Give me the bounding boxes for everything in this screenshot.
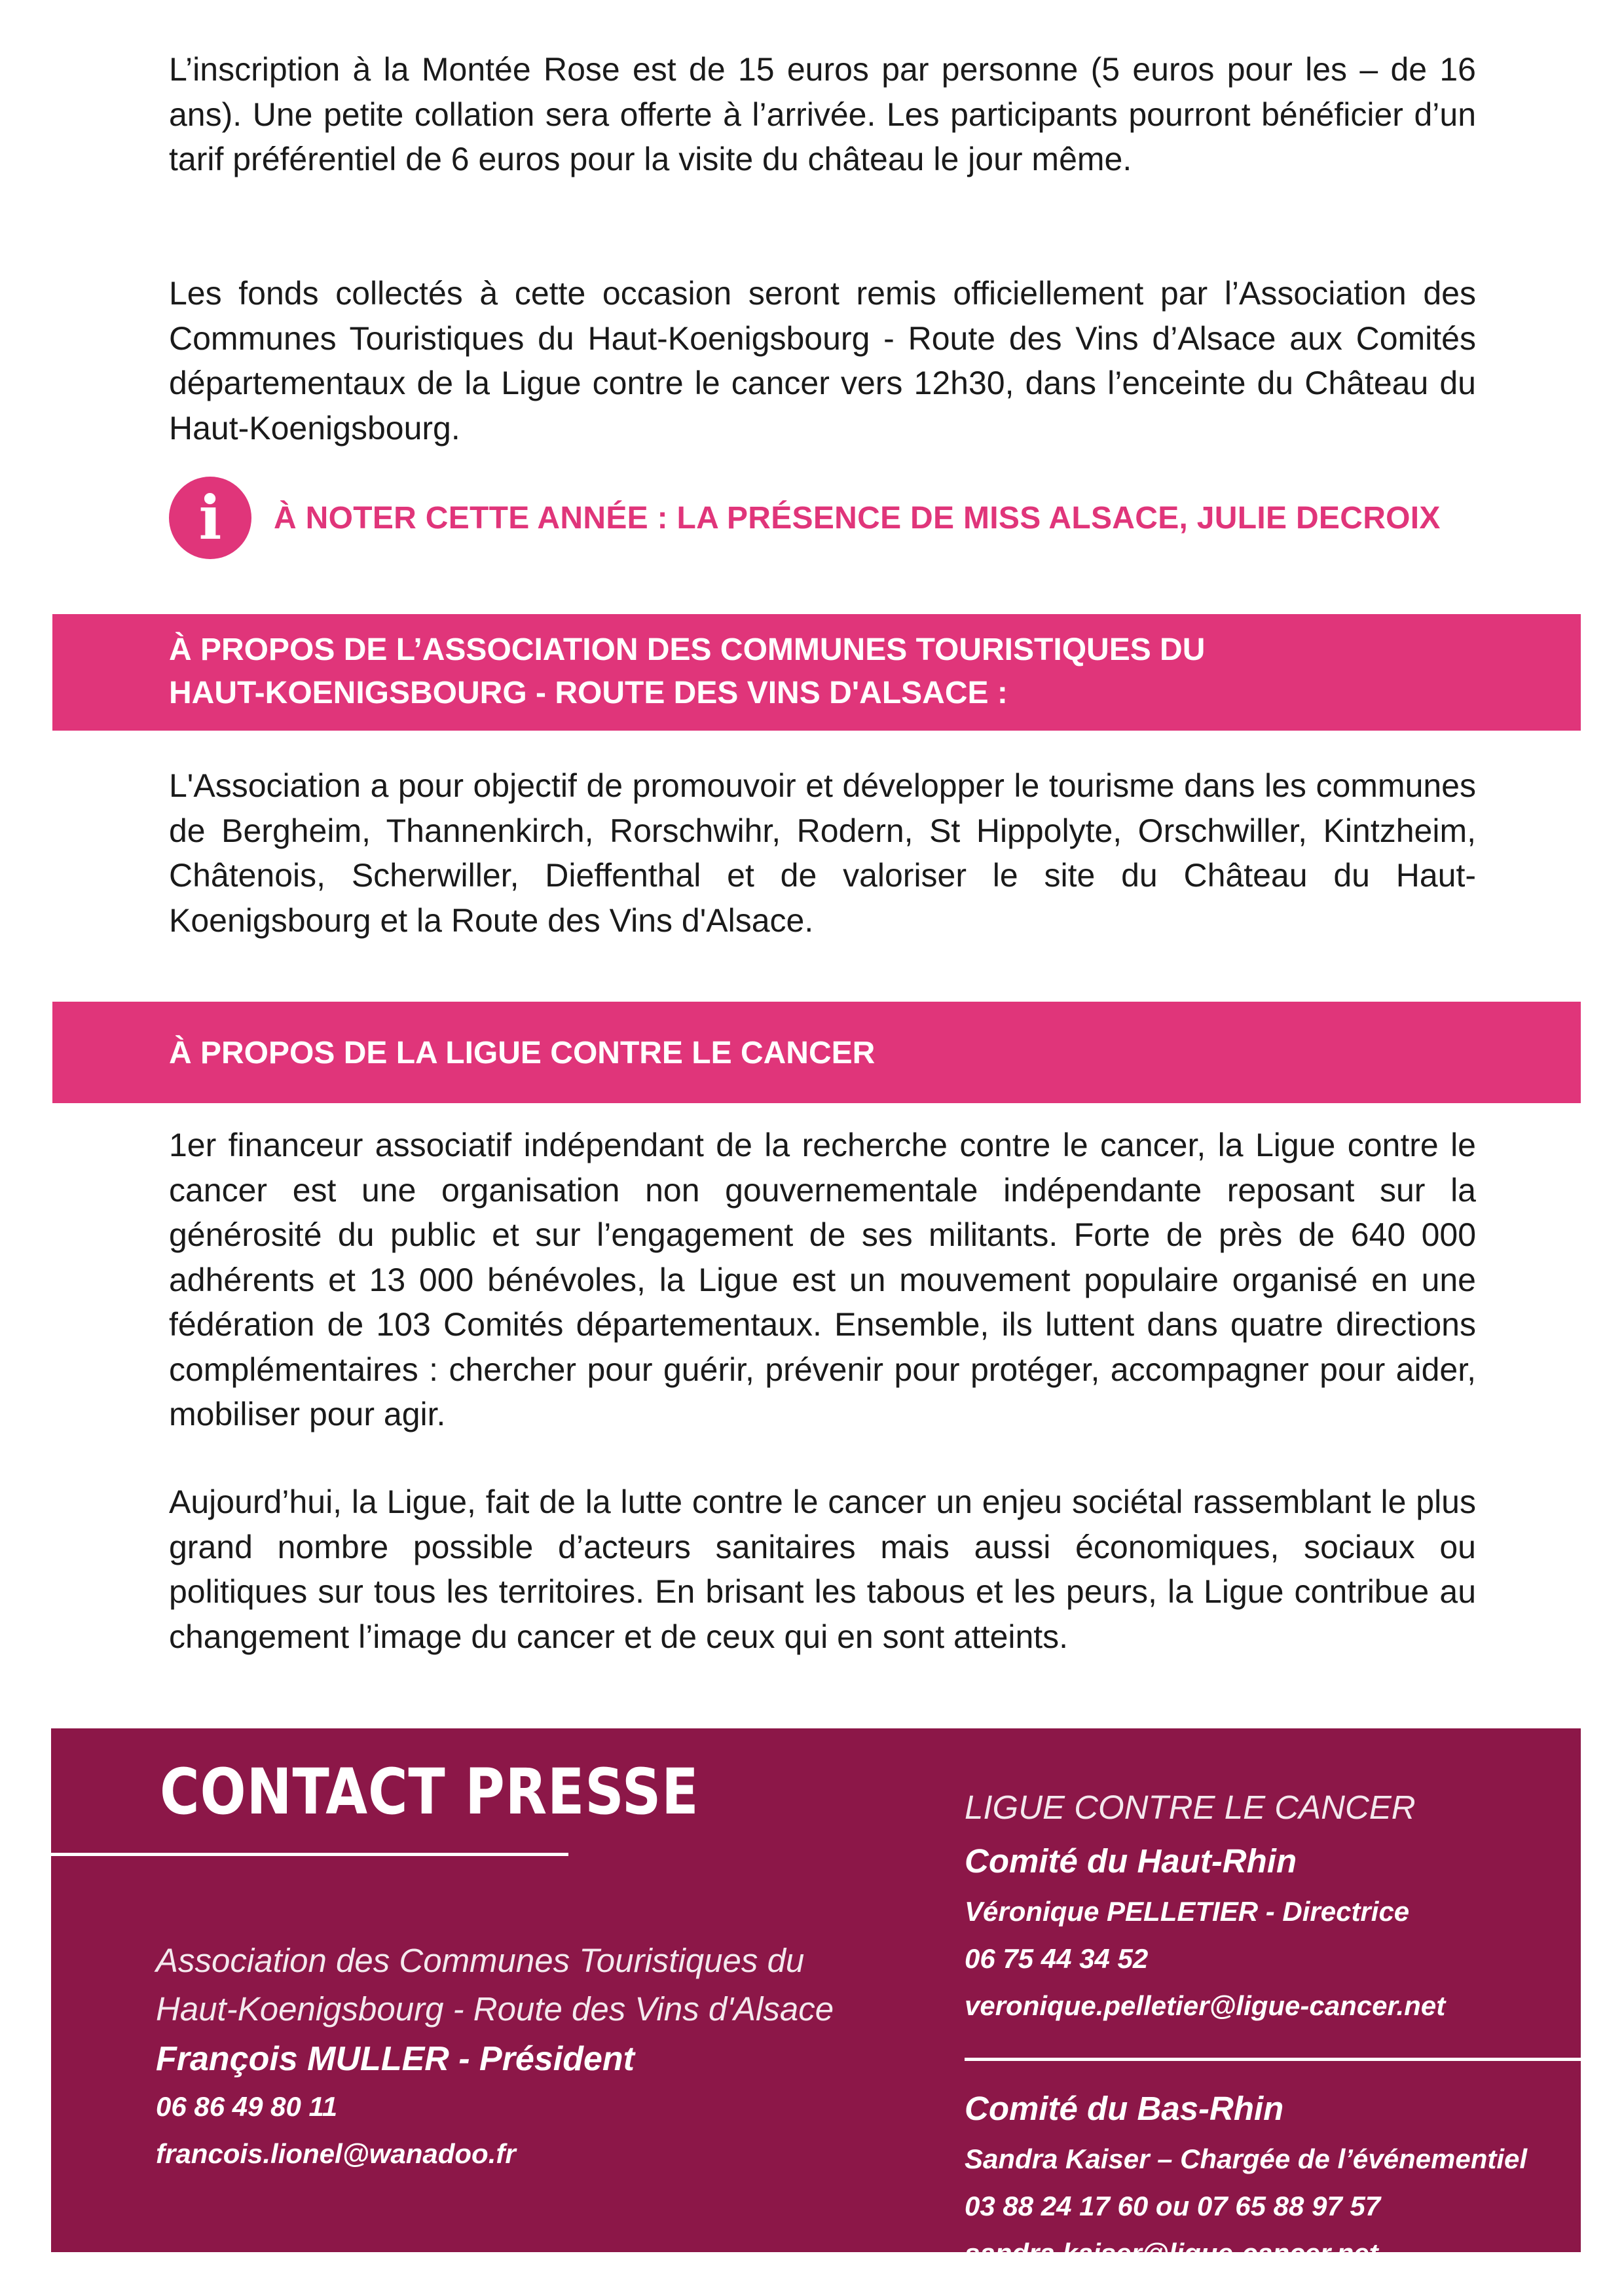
contact-panel xyxy=(51,1728,1581,2269)
contact-title: CONTACT PRESSE xyxy=(160,1755,699,1829)
association-phone: 06 86 49 80 11 xyxy=(156,2091,338,2122)
haut-rhin-comite: Comité du Haut-Rhin xyxy=(965,1842,1297,1880)
association-org-line-1: Association des Communes Touristiques du xyxy=(156,1942,805,1979)
bas-rhin-email[interactable]: sandra.kaiser@ligue-cancer.net xyxy=(965,2238,1378,2269)
association-contact xyxy=(156,1937,834,2178)
haut-rhin-phone: 06 75 44 34 52 xyxy=(965,1943,1149,1974)
contact-divider xyxy=(965,2058,1581,2061)
bas-rhin-contact xyxy=(965,2082,1527,2277)
bas-rhin-comite: Comité du Bas-Rhin xyxy=(965,2090,1284,2127)
info-icon: i xyxy=(169,477,251,559)
association-heading-band xyxy=(52,614,1581,731)
ligue-body-1: 1er financeur associatif indépendant de la recherche contre le cancer, la Ligue contre le cancer est une organisation non gouvernementale indépendante reposant sur la générosité du public et sur l’engagement de ses militants. Forte de près de 640 000 adhérents et 13 000 bénévoles, la Ligue est un mouvement populaire organisé en une fédération de 103 Comités départementaux. Ensemble, ils luttent dans quatre directions complémentaires : chercher pour guérir, prévenir pour protéger, accompagner pour aider, mobiliser pour agir. xyxy=(169,1127,1476,1432)
association-email[interactable]: francois.lionel@wanadoo.fr xyxy=(156,2138,516,2169)
contact-title-divider xyxy=(51,1853,568,1856)
bas-rhin-person: Sandra Kaiser – Chargée de l’événementiel xyxy=(965,2143,1528,2174)
association-heading-line-1: À PROPOS DE L’ASSOCIATION DES COMMUNES TOURISTIQUES DU xyxy=(169,632,1206,667)
association-org-line-2: Haut-Koenigsbourg - Route des Vins d'Alsace xyxy=(156,1990,834,2028)
association-body: L'Association a pour objectif de promouvoir et développer le tourisme dans les communes de Bergheim, Thannenkirch, Rorschwihr, Rodern, St Hippolyte, Orschwiller, Kintzheim, Châtenois, Scherwiller, Dieffenthal et de valoriser le site du Château du Haut-Koenigsbourg et la Route des Vins d'Alsace. xyxy=(169,767,1476,939)
ligue-header: LIGUE CONTRE LE CANCER xyxy=(965,1789,1416,1826)
ligue-heading-band xyxy=(52,1002,1581,1103)
haut-rhin-person: Véronique PELLETIER - Directrice xyxy=(965,1896,1410,1927)
haut-rhin-contact xyxy=(965,1781,1445,2030)
ligue-heading: À PROPOS DE LA LIGUE CONTRE LE CANCER xyxy=(169,1036,876,1070)
haut-rhin-email[interactable]: veronique.pelletier@ligue-cancer.net xyxy=(965,1990,1446,2021)
association-contact-person: François MULLER - Président xyxy=(156,2040,635,2078)
notice-text: À NOTER CETTE ANNÉE : LA PRÉSENCE DE MISS ALSACE, JULIE DECROIX xyxy=(274,500,1441,536)
bas-rhin-phone: 03 88 24 17 60 ou 07 65 88 97 57 xyxy=(965,2191,1381,2221)
intro-paragraph-2: Les fonds collectés à cette occasion seront remis officiellement par l’Association des Communes Touristiques du Haut-Koenigsbourg - Route des Vins d’Alsace aux Comités départementaux de la Ligue contre le cancer vers 12h30, dans l’enceinte du Château du Haut-Koenigsbourg. xyxy=(169,275,1476,446)
ligue-body-2: Aujourd’hui, la Ligue, fait de la lutte contre le cancer un enjeu sociétal rassemblant le plus grand nombre possible d’acteurs sanitaires mais aussi économiques, sociaux ou politiques sur tous les territoires. En brisant les tabous et les peurs, la Ligue contribue au changement l’image du cancer et de ceux qui en sont atteints. xyxy=(169,1484,1476,1655)
intro-paragraph-1: L’inscription à la Montée Rose est de 15 euros par personne (5 euros pour les – de 16 ans). Une petite collation sera offerte à l’arrivée. Les participants pourront bénéficier d’un tarif préférentiel de 6 euros pour la visite du château le jour même. xyxy=(169,51,1476,177)
association-heading-line-2: HAUT-KOENIGSBOURG - ROUTE DES VINS D'ALSACE : xyxy=(169,676,1008,710)
notice xyxy=(169,477,1441,559)
